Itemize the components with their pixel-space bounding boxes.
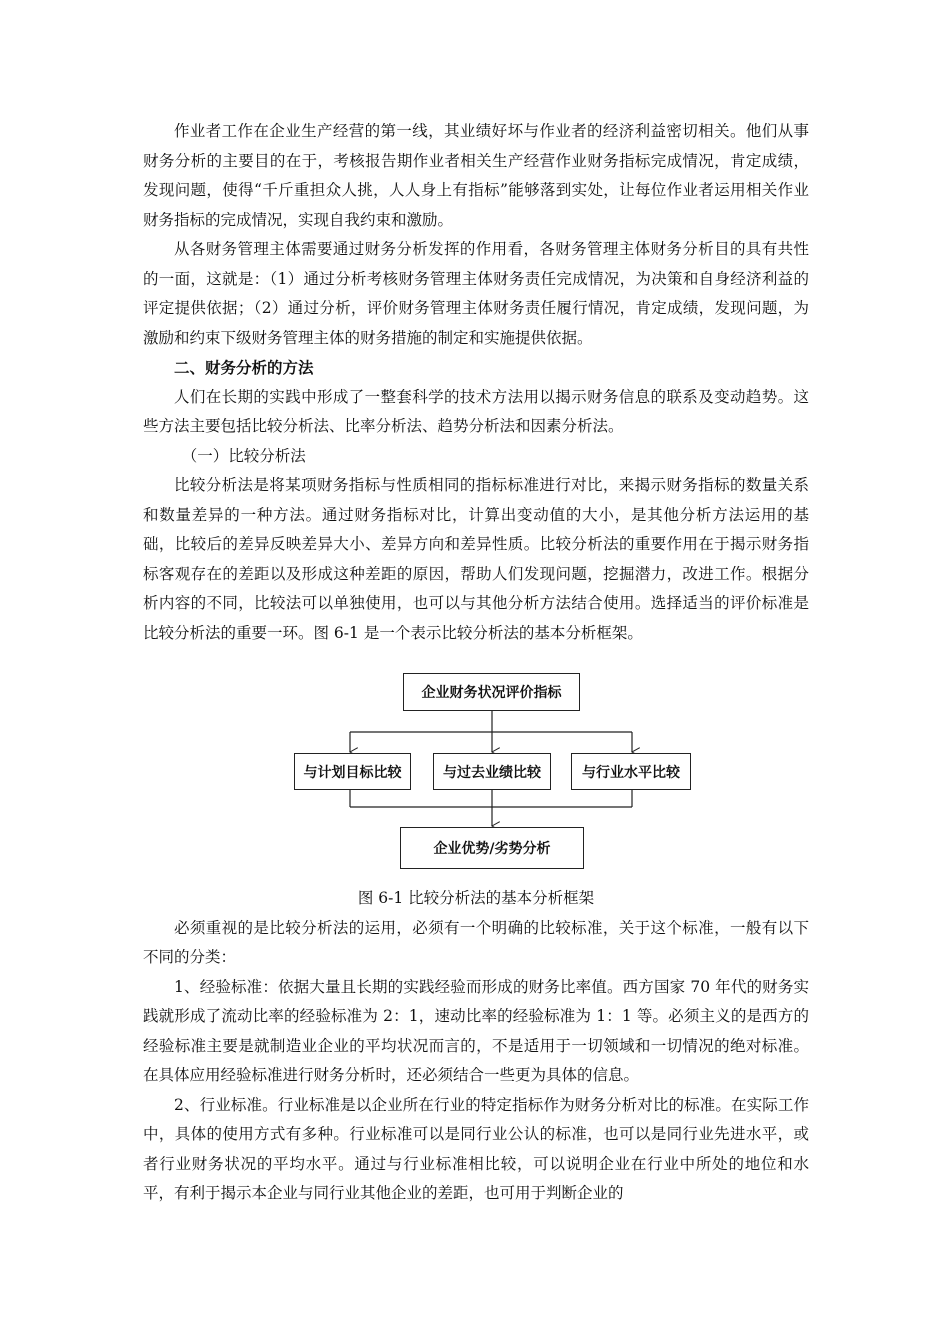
- paragraph: 作业者工作在企业生产经营的第一线，其业绩好坏与作业者的经济利益密切相关。他们从事财务分析的主要目的在于，考核报告期作业者相关生产经营作业财务指标完成情况，肯定成绩，发现问题，使得“千斤重担众人挑，人人身上有指标”能够落到实处，让每位作业者运用相关作业财务指标的完成情况，实现自我约束和激励。: [143, 122, 809, 229]
- evaluation-indicator-box: 企业财务状况评价指标: [403, 673, 580, 711]
- industry-level-comparison-box: 与行业水平比较: [571, 753, 691, 790]
- strength-weakness-analysis-box: 企业优势/劣势分析: [400, 827, 584, 869]
- paragraph: 2、行业标准。行业标准是以企业所在行业的特定指标作为财务分析对比的标准。在实际工作中，具体的使用方式有多种。行业标准可以是同行业公认的标准，也可以是同行业先进水平，或者行业财务状况的平均水平。通过与行业标准相比较，可以说明企业在行业中所处的地位和水平，有利于揭示本企业与同行业其他企业的差距，也可用于判断企业的: [143, 1095, 809, 1202]
- comparison-framework-diagram: [290, 670, 710, 875]
- paragraph: 人们在长期的实践中形成了一整套科学的技术方法用以揭示财务信息的联系及变动趋势。这些方法主要包括比较分析法、比率分析法、趋势分析法和因素分析法。: [143, 387, 809, 435]
- past-performance-comparison-box: 与过去业绩比较: [433, 753, 551, 790]
- paragraph: 1、经验标准：依据大量且长期的实践经验而形成的财务比率值。西方国家 70 年代的财务实践就形成了流动比率的经验标准为 2：1，速动比率的经验标准为 1：1 等。必须主义的是西方的经验标准主要是就制造业企业的平均状况而言的，不是适用于一切领域和一切情况的绝对标准。在具体应用经验标准进行财务分析时，还必须结合一些更为具体的信息。: [143, 977, 809, 1084]
- section-heading: 二、财务分析的方法: [174, 358, 314, 377]
- text-block-top: [143, 117, 809, 648]
- paragraph: 比较分析法是将某项财务指标与性质相同的指标标准进行对比，来揭示财务指标的数量关系和数量差异的一种方法。通过财务指标对比，计算出变动值的大小，是其他分析方法运用的基础，比较后的差异反映差异大小、差异方向和差异性质。比较分析法的重要作用在于揭示财务指标客观存在的差距以及形成这种差距的原因，帮助人们发现问题，挖掘潜力，改进工作。根据分析内容的不同，比较法可以单独使用，也可以与其他分析方法结合使用。选择适当的评价标准是比较分析法的重要一环。图 6-1 是一个表示比较分析法的基本分析框架。: [143, 476, 809, 642]
- text-block-bottom: [143, 884, 809, 1209]
- figure-caption: 图 6-1 比较分析法的基本分析框架: [357, 889, 595, 907]
- subsection-heading: （一）比较分析法: [181, 446, 306, 465]
- plan-target-comparison-box: 与计划目标比较: [294, 753, 411, 790]
- paragraph: 从各财务管理主体需要通过财务分析发挥的作用看，各财务管理主体财务分析目的具有共性的一面，这就是：（1）通过分析考核财务管理主体财务责任完成情况，为决策和自身经济利益的评定提供依据；（2）通过分析，评价财务管理主体财务责任履行情况，肯定成绩，发现问题，为激励和约束下级财务管理主体的财务措施的制定和实施提供依据。: [143, 240, 809, 347]
- paragraph: 必须重视的是比较分析法的运用，必须有一个明确的比较标准，关于这个标准，一般有以下不同的分类：: [143, 918, 809, 966]
